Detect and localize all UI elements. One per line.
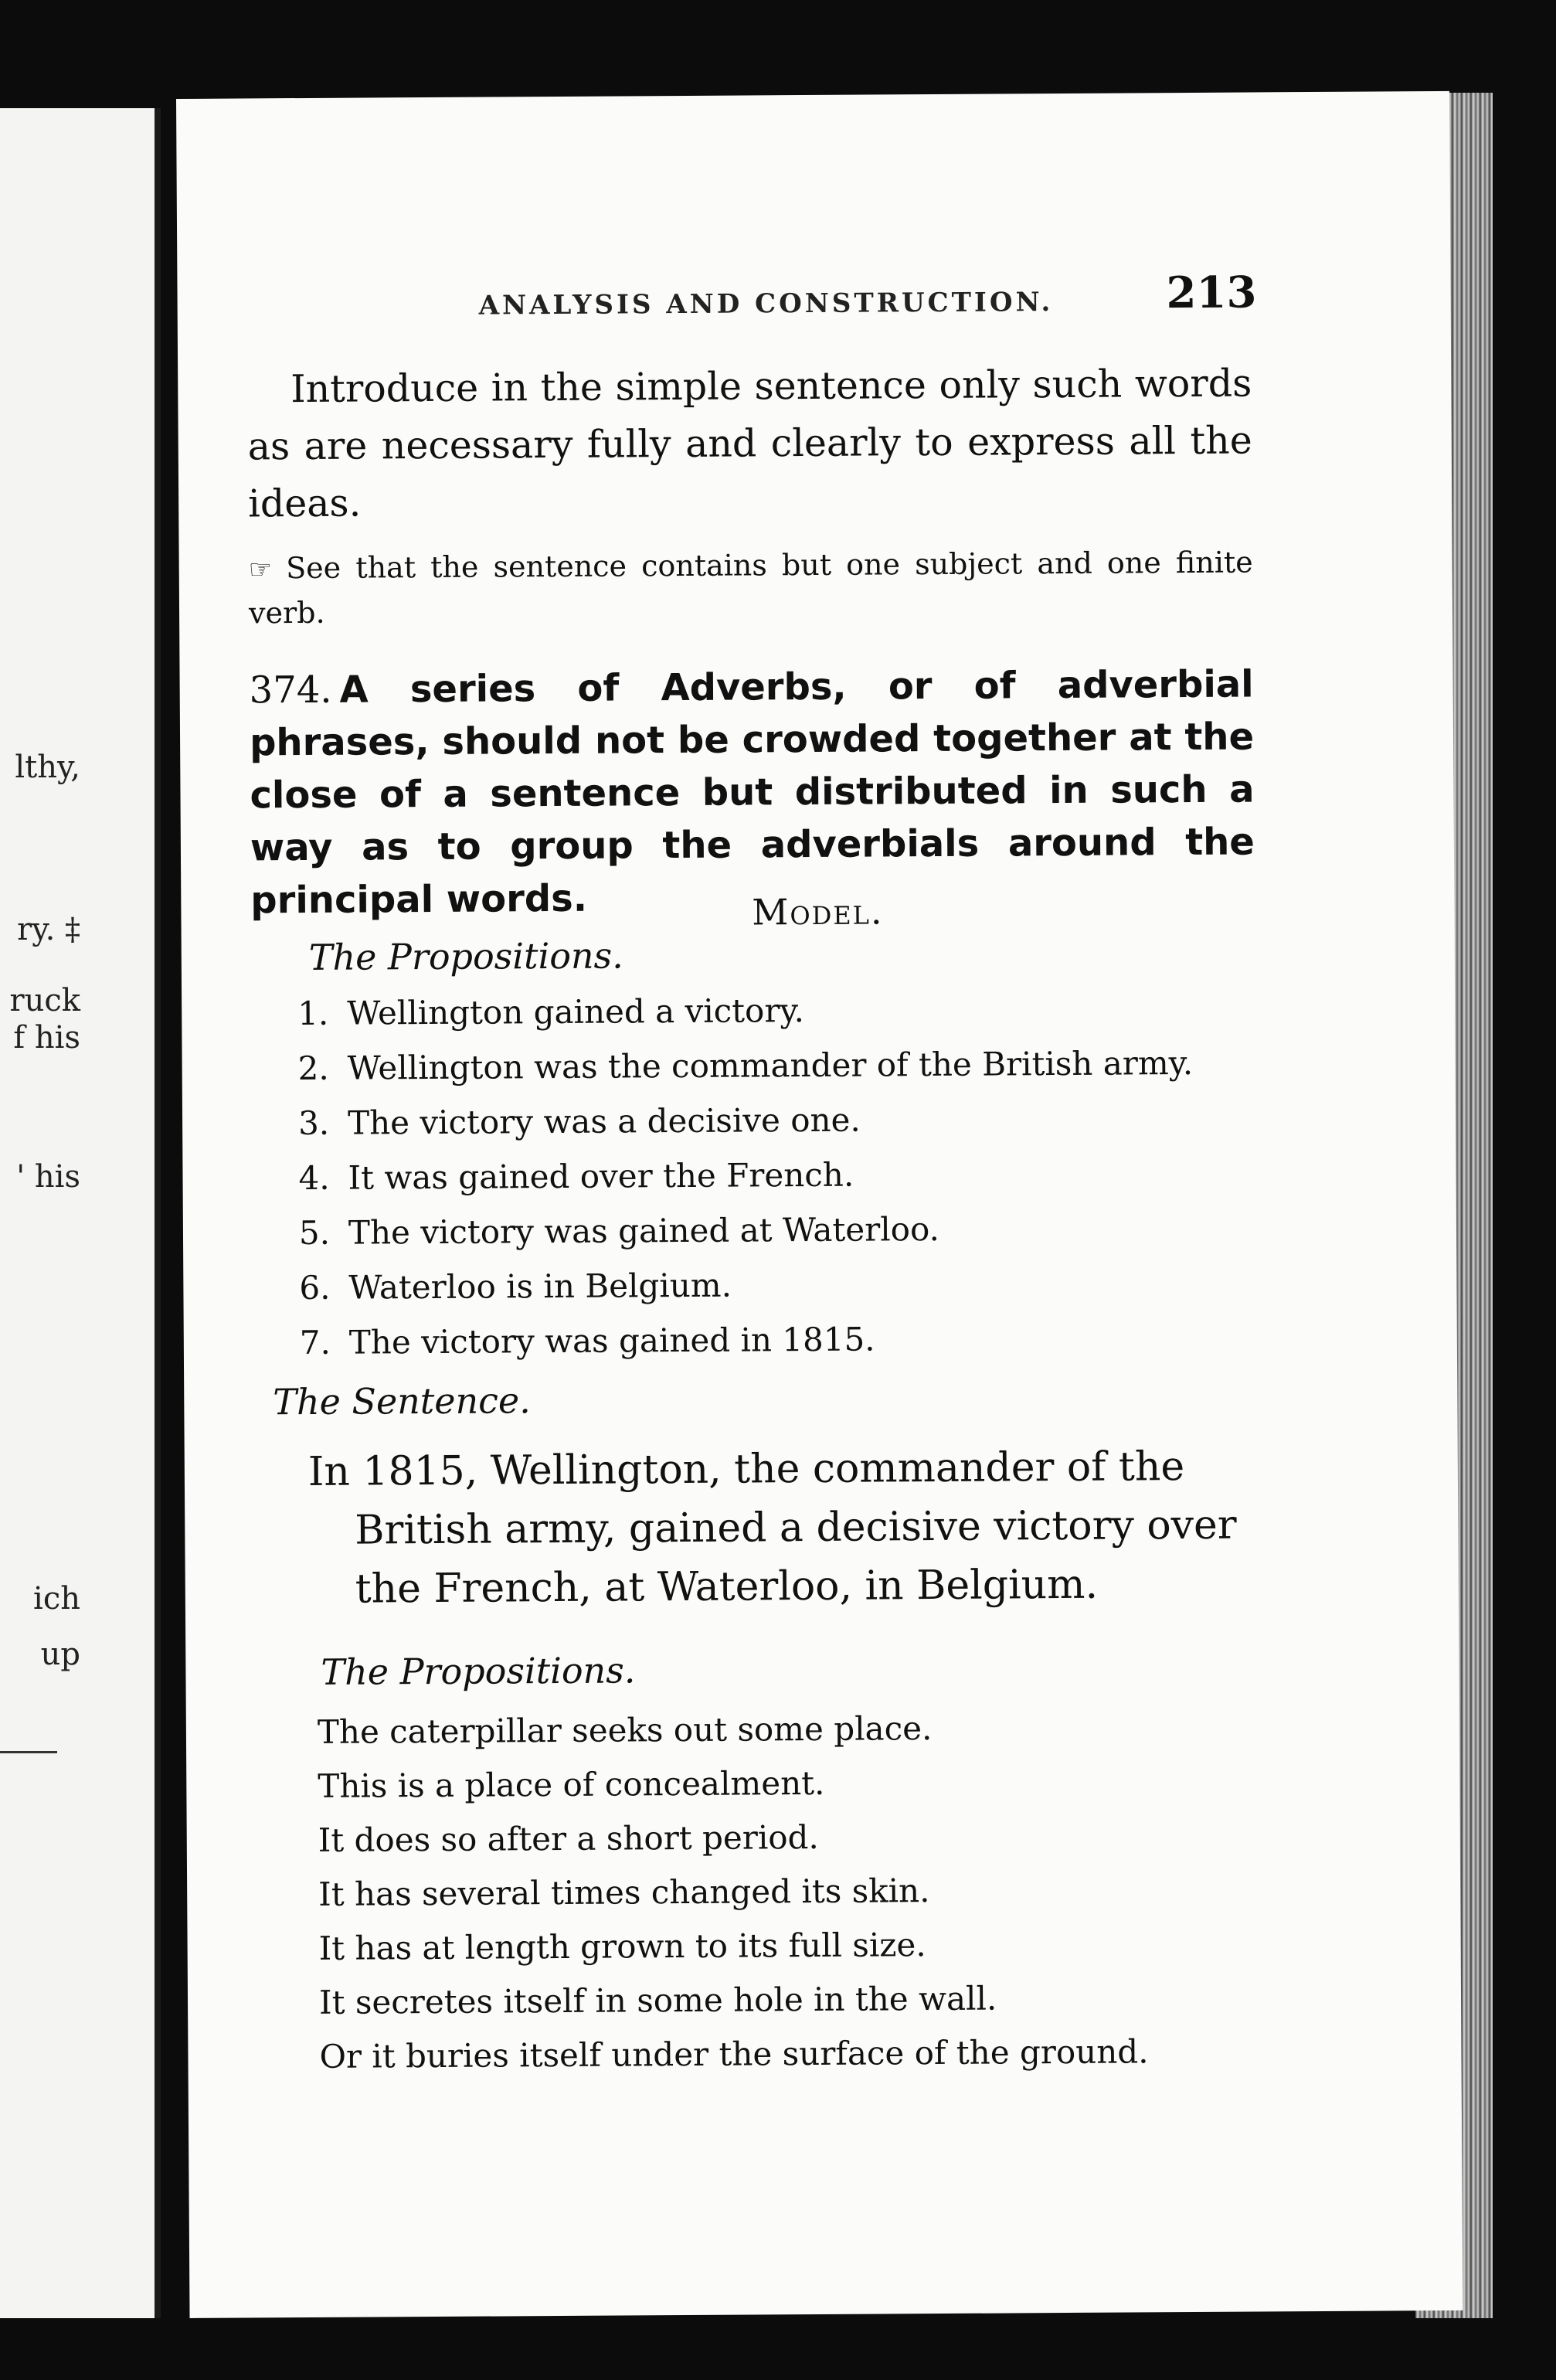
list-item: It does so after a short period. <box>318 1817 819 1859</box>
facing-page-fragment: ' his <box>16 1159 80 1195</box>
list-item: Or it buries itself under the surface of the ground. <box>319 2032 1149 2076</box>
note-text: See that the sentence contains but one subject and one finite verb. <box>248 545 1253 631</box>
list-item: This is a place of concealment. <box>318 1763 825 1805</box>
list-item: It has at length grown to its full size. <box>318 1926 926 1967</box>
facing-page-fragment: ruck <box>9 983 80 1018</box>
page-number: 213 <box>1166 267 1257 319</box>
facing-page-fragment: ry. ‡ <box>17 912 80 947</box>
facing-page-fragment: f his <box>13 1020 80 1056</box>
facing-page <box>0 108 161 2318</box>
book-page <box>176 91 1463 2318</box>
list-item: 4. It was gained over the French. <box>298 1155 854 1198</box>
facing-page-rule <box>0 1751 57 1753</box>
scan-background <box>1493 93 1556 2380</box>
pointing-hand-icon: ☞ <box>248 554 273 586</box>
intro-paragraph: Introduce in the simple sentence only such words as are necessary fully and clearly to express all the ideas. <box>247 361 1252 526</box>
list-item: 1. Wellington gained a victory. <box>297 991 805 1033</box>
list-item: 5. The victory was gained at Waterloo. <box>298 1209 940 1253</box>
model-heading: Model. <box>752 890 884 933</box>
exercise-propositions-label: The Propositions. <box>321 1649 636 1693</box>
list-item: 2. Wellington was the commander of the British army. <box>297 1043 1194 1088</box>
model-sentence: In 1815, Wellington, the commander of the British army, gained a decisive victory over the French, at Waterloo, in Belgium. <box>307 1443 1237 1613</box>
propositions-label: The Propositions. <box>308 934 623 978</box>
rule-text: A series of Adverbs, or of adverbial phrases, should not be crowded together at the close of a sentence but distributed in such a way as to group the adverbials around the principal words. <box>249 662 1255 923</box>
list-item: 3. The victory was a decisive one. <box>297 1100 861 1143</box>
model-propositions <box>297 989 1195 1379</box>
list-item: It has several times changed its skin. <box>318 1872 930 1913</box>
facing-page-fragment: up <box>40 1637 80 1672</box>
list-item: 7. The victory was gained in 1815. <box>299 1320 875 1362</box>
list-item: The caterpillar seeks out some place. <box>317 1709 933 1751</box>
exercise-propositions <box>318 1708 1149 2092</box>
note <box>249 540 1254 634</box>
facing-page-fragment: lthy, <box>15 750 80 785</box>
rule-number: 374. <box>249 668 332 712</box>
list-item: It secretes itself in some hole in the wall. <box>318 1979 997 2021</box>
facing-page-fragment: ich <box>33 1581 80 1617</box>
sentence-label: The Sentence. <box>273 1379 531 1423</box>
rule-374 <box>249 658 1255 926</box>
running-head: ANALYSIS AND CONSTRUCTION. <box>478 287 1054 321</box>
list-item: 6. Waterloo is in Belgium. <box>299 1266 732 1307</box>
